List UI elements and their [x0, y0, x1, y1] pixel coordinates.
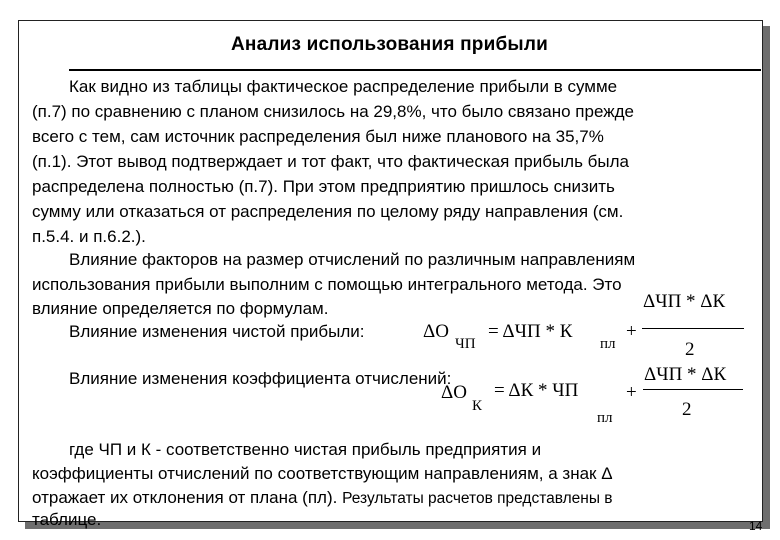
formula2-lhs-subscript: К [472, 398, 483, 414]
formula1-rhs: = ΔЧП * К [488, 321, 573, 342]
formula2-numerator: ΔЧП * ΔК [644, 364, 727, 385]
slide-title: Анализ использования прибыли [230, 34, 548, 55]
formula1-label: Влияние изменения чистой прибыли: [69, 322, 365, 341]
frame-shadow-bottom [25, 521, 770, 529]
paragraph1-line-1: Как видно из таблицы фактическое распределение прибыли в сумме [69, 77, 618, 96]
paragraph1-line-4: (п.1). Этот вывод подтверждает и тот факт, что фактическая прибыль была [32, 152, 630, 171]
formula2-rhs-subscript: пл [597, 410, 613, 426]
paragraph1-line-5: распределена полностью (п.7). При этом предприятию пришлось снизить [32, 177, 615, 196]
paragraph3-line-3 [32, 488, 613, 509]
frame-shadow-right [762, 26, 770, 526]
paragraph1-line-3: всего с тем, сам источник распределения был ниже планового на 35,7% [32, 127, 604, 146]
paragraph2-line-3: влияние определяется по формулам. [32, 299, 329, 318]
formula1-numerator: ΔЧП * ΔК [643, 291, 726, 312]
paragraph1-line-2: (п.7) по сравнению с планом снизилось на 29,8%, что было связано прежде [32, 102, 634, 121]
formula2-plus: + [626, 382, 637, 403]
formula2-label: Влияние изменения коэффициента отчислений: [69, 369, 452, 388]
formula2-denominator: 2 [682, 399, 692, 420]
paragraph3-line-4: таблице. [32, 510, 102, 529]
formula1-fraction-bar [642, 328, 744, 329]
formula2-lhs: ΔО [441, 382, 467, 403]
formula1-denominator: 2 [685, 339, 695, 360]
paragraph2-line-1: Влияние факторов на размер отчислений по различным направлениям [69, 250, 636, 269]
paragraph1-line-6: сумму или отказаться от распределения по целому ряду направления (см. [32, 202, 624, 221]
title-divider [69, 69, 761, 71]
formula1-rhs-subscript: пл [600, 336, 616, 352]
formula2-rhs: = ΔК * ЧП [494, 380, 579, 401]
formula2-fraction-bar [643, 389, 743, 390]
paragraph3-line-1: где ЧП и К - соответственно чистая прибыль предприятия и [69, 440, 542, 459]
paragraph3-line-3-text: отражает их отклонения от плана (пл). [32, 488, 338, 507]
formula1-plus: + [626, 321, 637, 342]
paragraph2-line-2: использования прибыли выполним с помощью интегрального метода. Это [32, 275, 622, 294]
paragraph3-results-note: Результаты расчетов представлены в [342, 490, 613, 507]
paragraph1-line-7: п.5.4. и п.6.2.). [32, 227, 146, 246]
formula1-lhs: ΔО [423, 321, 449, 342]
paragraph3-line-2: коэффициенты отчислений по соответствующим направлениям, а знак Δ [32, 464, 613, 483]
page-number: 14 [749, 519, 763, 533]
formula1-lhs-subscript: ЧП [455, 336, 476, 352]
